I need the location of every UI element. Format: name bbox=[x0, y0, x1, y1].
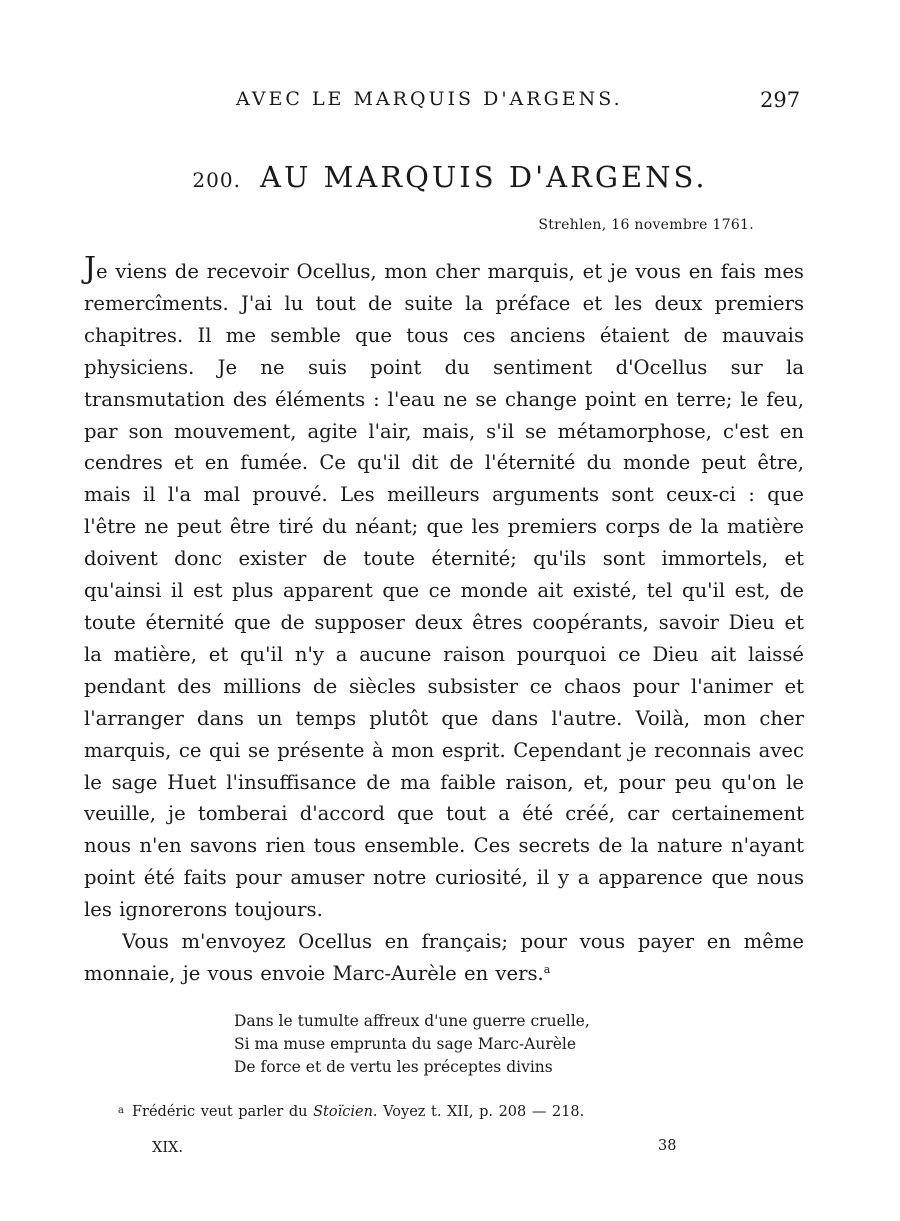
verse-line: De force et de vertu les préceptes divins bbox=[234, 1058, 553, 1076]
sheet-number: 38 bbox=[658, 1138, 677, 1154]
verse-block bbox=[234, 1010, 590, 1079]
running-head bbox=[0, 88, 900, 118]
page-number: 297 bbox=[760, 88, 801, 112]
letter-title: AU MARQUIS D'ARGENS. bbox=[260, 160, 708, 194]
footnote-italic-title: Stoïcien. bbox=[313, 1104, 378, 1120]
footnote-mark: a bbox=[118, 1105, 124, 1116]
verse-line: Si ma muse emprunta du sage Marc-Aurèle bbox=[234, 1035, 577, 1053]
paragraph-1-text: e viens de recevoir Ocellus, mon cher marquis, et je vous en fais mes remercîments. J'ai lu tout de suite la préface et les deux premiers chapitres. Il me semble que tous ces anciens étaient de mauvais physiciens. Je ne suis point du sentiment d'Ocellus sur la transmutation des éléments : l'eau ne se change point en terre; le feu, par son mouvement, agite l'air, mais, s'il se métamorphose, c'est en cendres et en fumée. Ce qu'il dit de l'éternité du monde peut être, mais il l'a mal prouvé. Les meilleurs arguments sont ceux-ci : que l'être ne peut être tiré du néant; que les premiers corps de la matière doivent donc exister de toute éternité; qu'ils sont immortels, et qu'ainsi il est plus apparent que ce monde ait existé, tel qu'il est, de toute éternité que de supposer deux êtres coopérants, savoir Dieu et la matière, et qu'il n'y a aucune raison pourquoi ce Dieu ait laissé pendant des millions de siècles subsister ce chaos pour l'animer et l'arranger dans un temps plutôt que dans l'autre. Voilà, mon cher marquis, ce qui se présente à mon esprit. Cependant je reconnais avec le sage Huet l'insuffisance de ma faible raison, et, pour peu qu'on le veuille, je tomberai d'accord que tout a été créé, car certainement nous n'en savons rien tous ensemble. Ces secrets de la nature n'ayant point été faits pour amuser notre curiosité, il y a apparence que nous les ignorerons toujours. bbox=[84, 260, 804, 922]
footnote-reference: a bbox=[543, 962, 551, 976]
letter-heading bbox=[0, 160, 900, 194]
paragraph-2-text: Vous m'envoyez Ocellus en français; pour vous payer en même monnaie, je vous envoie Marc-Aurèle en vers. bbox=[84, 930, 804, 985]
signature-mark: XIX. bbox=[152, 1140, 183, 1156]
footnote-text-before: Frédéric veut parler du bbox=[131, 1104, 308, 1120]
footnote bbox=[118, 1104, 584, 1120]
verse-line: Dans le tumulte affreux d'une guerre cruelle, bbox=[234, 1012, 590, 1030]
footnote-text-after: Voyez t. XII, p. 208 — 218. bbox=[383, 1104, 585, 1120]
initial-letter: J bbox=[84, 251, 97, 286]
paragraph-2 bbox=[84, 926, 804, 990]
letter-number: 200. bbox=[192, 168, 241, 192]
letter-body bbox=[84, 251, 804, 990]
running-title: AVEC LE MARQUIS D'ARGENS. bbox=[236, 88, 623, 110]
paragraph-1 bbox=[84, 251, 804, 926]
dateline: Strehlen, 16 novembre 1761. bbox=[538, 217, 754, 233]
